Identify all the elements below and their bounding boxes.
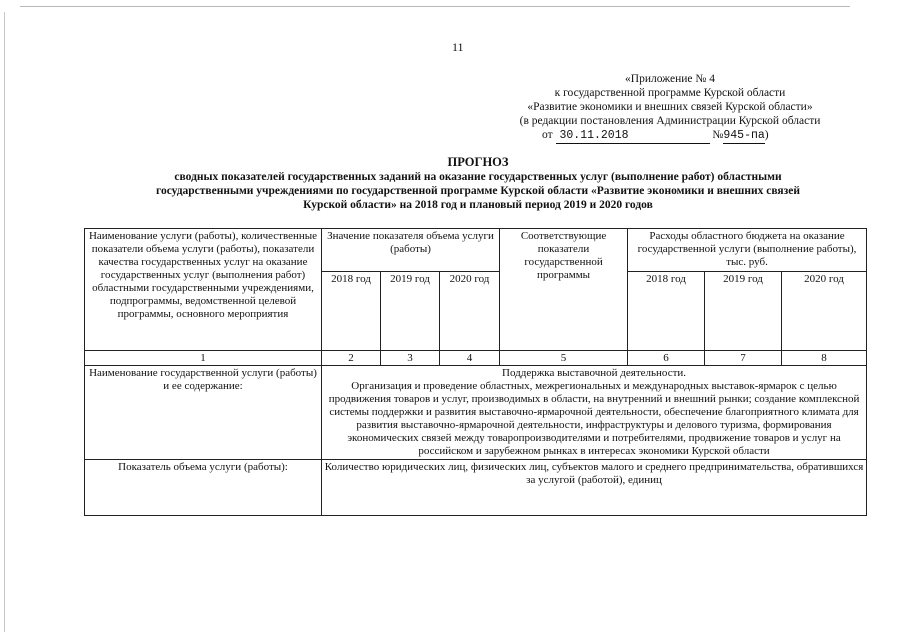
appendix-line-1: «Приложение № 4 xyxy=(625,73,715,85)
resolution-date: 30.11.2018 xyxy=(556,129,710,144)
col-number: 1 xyxy=(85,351,322,366)
title-line-1: сводных показателей государственных заданий на оказание государственных услуг (выполнение работ) областными xyxy=(174,171,782,183)
scan-artifact-top xyxy=(20,6,850,7)
col-number: 8 xyxy=(782,351,867,366)
header-year-2018: 2018 год xyxy=(322,272,381,351)
appendix-line-4: (в редакции постановления Администрации Курской области xyxy=(519,115,821,127)
header-col1: Наименование услуги (работы), количественные показатели объема услуги (работы), показатели качества государственных услуг на оказание государственных услуг (выполнения работ) областными государственными учреждениями, подпрограммы, ведомственной целевой программы, основного мероприятия xyxy=(85,229,322,351)
number-prefix: № xyxy=(712,129,724,141)
header-exp-year-2018: 2018 год xyxy=(628,272,705,351)
header-year-2020: 2020 год xyxy=(440,272,500,351)
document-title xyxy=(88,155,868,212)
table-row xyxy=(85,366,867,460)
forecast-table xyxy=(84,228,867,516)
appendix-block xyxy=(480,72,860,144)
row-label-service: Наименование государственной услуги (работы) и ее содержание: xyxy=(85,366,322,460)
column-number-row xyxy=(85,351,867,366)
title-line-2: государственными учреждениями по государственной программе Курской области «Развитие экономики и внешних связей xyxy=(156,185,800,197)
title-line-3: Курской области» на 2018 год и плановый период 2019 и 2020 годов xyxy=(303,199,653,211)
col-number: 5 xyxy=(500,351,628,366)
service-content-title: Поддержка выставочной деятельности. xyxy=(502,367,687,379)
header-value-group: Значение показателя объема услуги (работы) xyxy=(322,229,500,272)
table-row xyxy=(85,460,867,516)
appendix-line-3: «Развитие экономики и внешних связей Курской области» xyxy=(527,101,813,113)
col-number: 7 xyxy=(705,351,782,366)
date-prefix: от xyxy=(542,129,553,141)
scan-artifact-left xyxy=(4,12,5,632)
service-content xyxy=(322,366,867,460)
header-expenses: Расходы областного бюджета на оказание государственной услуги (выполнение работы), тыс. руб. xyxy=(628,229,867,272)
title-head: ПРОГНОЗ xyxy=(447,155,509,169)
header-exp-year-2020: 2020 год xyxy=(782,272,867,351)
appendix-closing: ) xyxy=(764,129,769,141)
row-label-indicator: Показатель объема услуги (работы): xyxy=(85,460,322,516)
resolution-number: 945-па xyxy=(723,129,765,142)
service-content-body: Организация и проведение областных, межрегиональных и международных выставок-ярмарок с целью продвижения товаров и услуг, производимых в области, на внутренний и внешний рынки; создание комплексной системы поддержки и развития выставочно-ярмарочной деятельности, обеспечение благоприятного климата для развития выставочно-ярмарочной деятельности, инфраструктуры и делового туризма, формирования экономических связей между товаропроизводителями и потребителями, продвижение товаров и услуг на российском и зарубежном рынках в интересах экономики Курской области xyxy=(328,380,860,457)
indicator-content: Количество юридических лиц, физических лиц, субъектов малого и среднего предпринимательства, обратившихся за услугой (работой), единиц xyxy=(322,460,867,516)
page-number: 11 xyxy=(452,40,464,54)
col-number: 4 xyxy=(440,351,500,366)
header-program: Соответствующие показатели государственной программы xyxy=(500,229,628,351)
header-row-1 xyxy=(85,229,867,272)
appendix-date-line xyxy=(480,128,860,144)
col-number: 2 xyxy=(322,351,381,366)
col-number: 3 xyxy=(381,351,440,366)
col-number: 6 xyxy=(628,351,705,366)
header-year-2019: 2019 год xyxy=(381,272,440,351)
appendix-line-2: к государственной программе Курской области xyxy=(554,87,786,99)
header-exp-year-2019: 2019 год xyxy=(705,272,782,351)
